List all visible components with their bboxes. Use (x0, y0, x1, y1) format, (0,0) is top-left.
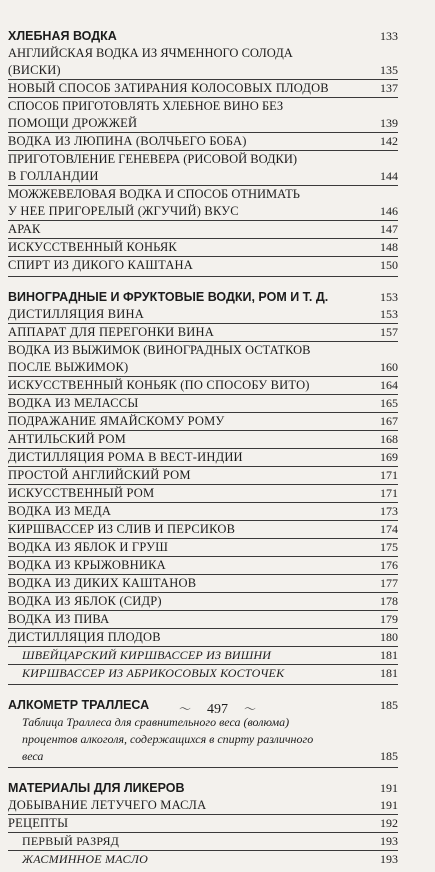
toc-entry (8, 221, 398, 239)
section-heading-page: 133 (380, 29, 398, 43)
toc-entry-page: 135 (380, 63, 398, 77)
toc-entry (8, 629, 398, 647)
toc-entry (8, 815, 398, 833)
toc-entry (8, 151, 398, 186)
right-ornament: 〜 (244, 702, 257, 716)
toc-entry-line: ВОДКА ИЗ МЕЛАССЫ (8, 396, 139, 410)
toc-entry (8, 186, 398, 221)
toc-entry (8, 306, 398, 324)
toc-entry-line: В ГОЛЛАНДИИ (8, 169, 99, 183)
toc-entry-page: 157 (380, 325, 398, 339)
toc-entry-line: (ВИСКИ) (8, 63, 61, 77)
toc-paragraph-line: процентов алкоголя, содержащихся в спирту различного (22, 732, 314, 746)
toc-entry-page: 168 (380, 432, 398, 446)
toc-entry-page: 180 (380, 630, 398, 644)
toc-entry-page: 171 (380, 468, 398, 482)
toc-entry-page: 137 (380, 81, 398, 95)
toc-entry-page: 139 (380, 116, 398, 130)
toc-entry-line: ВОДКА ИЗ ЯБЛОК (СИДР) (8, 594, 162, 608)
toc-entry (8, 557, 398, 575)
toc-entry-line: НОВЫЙ СПОСОБ ЗАТИРАНИЯ КОЛОСОВЫХ ПЛОДОВ (8, 81, 329, 95)
page-number: 497 (207, 702, 228, 717)
toc-entry (8, 239, 398, 257)
toc-subentry-title: КИРШВАССЕР ИЗ АБРИКОСОВЫХ КОСТОЧЕК (22, 666, 285, 680)
toc-entry-page: 174 (380, 522, 398, 536)
toc-subentry-page: 193 (380, 852, 398, 866)
toc-entry-line: АНТИЛЬСКИЙ РОМ (8, 432, 126, 446)
section-heading-title: МАТЕРИАЛЫ ДЛЯ ЛИКЕРОВ (8, 781, 185, 795)
toc-entry (8, 503, 398, 521)
toc-entry-page: 167 (380, 414, 398, 428)
toc-entry-line: ПОСЛЕ ВЫЖИМОК) (8, 360, 129, 374)
toc-entry-page: 192 (380, 816, 398, 830)
toc-entry (8, 377, 398, 395)
toc-entry (8, 342, 398, 377)
toc-entry-page: 176 (380, 558, 398, 572)
toc-entry (8, 467, 398, 485)
toc-entry-line: ИСКУССТВЕННЫЙ РОМ (8, 486, 155, 500)
toc-subentry (8, 851, 398, 868)
toc-entry-page: 179 (380, 612, 398, 626)
toc-paragraph-line: Таблица Траллеса для сравнительного веса (волюма) (22, 715, 290, 729)
toc-entry-line: МОЖЖЕВЕЛОВАЯ ВОДКА И СПОСОБ ОТНИМАТЬ (8, 187, 300, 201)
toc-entry (8, 797, 398, 815)
toc-entry-line: ВОДКА ИЗ ЛЮПИНА (ВОЛЧЬЕГО БОБА) (8, 134, 247, 148)
toc-entry (8, 324, 398, 342)
toc-entry (8, 45, 398, 80)
toc-paragraph-page: 185 (380, 749, 398, 763)
toc-paragraph-entry (8, 714, 398, 765)
toc-entry-page: 147 (380, 222, 398, 236)
toc-entry-line: ДОБЫВАНИЕ ЛЕТУЧЕГО МАСЛА (8, 798, 207, 812)
toc-subentry (8, 647, 398, 665)
toc-entry-page: 153 (380, 307, 398, 321)
section-heading-page: 153 (380, 290, 398, 304)
toc-paragraph-line: веса (22, 749, 44, 763)
toc-entry-page: 191 (380, 798, 398, 812)
toc-section (8, 780, 398, 870)
toc-entry-page: 144 (380, 169, 398, 183)
toc-entry-line: ДИСТИЛЛЯЦИЯ ПЛОДОВ (8, 630, 161, 644)
toc-entry-page: 142 (380, 134, 398, 148)
toc-subentry-title: ШВЕЙЦАРСКИЙ КИРШВАССЕР ИЗ ВИШНИ (22, 648, 272, 662)
toc-entry (8, 521, 398, 539)
toc-entry (8, 98, 398, 133)
table-of-contents (8, 28, 398, 872)
toc-subentry (8, 665, 398, 682)
toc-entry (8, 133, 398, 151)
toc-entry-line: ПРИГОТОВЛЕНИЕ ГЕНЕВЕРА (РИСОВОЙ ВОДКИ) (8, 152, 298, 166)
toc-entry-line: РЕЦЕПТЫ (8, 816, 69, 830)
toc-entry-line: ИСКУССТВЕННЫЙ КОНЬЯК (ПО СПОСОБУ ВИТО) (8, 378, 310, 392)
toc-entry-line: ВОДКА ИЗ КРЫЖОВНИКА (8, 558, 166, 572)
toc-entry-line: ВОДКА ИЗ ПИВА (8, 612, 110, 626)
toc-entry-line: АНГЛИЙСКАЯ ВОДКА ИЗ ЯЧМЕННОГО СОЛОДА (8, 46, 293, 60)
section-heading (8, 28, 398, 45)
page-footer (0, 700, 435, 718)
toc-entry-page: 178 (380, 594, 398, 608)
toc-entry-line: ВОДКА ИЗ ЯБЛОК И ГРУШ (8, 540, 169, 554)
toc-entry (8, 575, 398, 593)
toc-entry-line: АРАК (8, 222, 41, 236)
toc-entry (8, 80, 398, 98)
toc-entry-line: У НЕЕ ПРИГОРЕЛЫЙ (ЖГУЧИЙ) ВКУС (8, 204, 239, 218)
toc-entry (8, 539, 398, 557)
toc-section (8, 28, 398, 277)
toc-entry-line: ВОДКА ИЗ ВЫЖИМОК (ВИНОГРАДНЫХ ОСТАТКОВ (8, 343, 311, 357)
toc-entry-page: 173 (380, 504, 398, 518)
toc-entry-page: 164 (380, 378, 398, 392)
toc-subentry (8, 833, 398, 851)
section-heading-title: ХЛЕБНАЯ ВОДКА (8, 29, 117, 43)
toc-entry-page: 146 (380, 204, 398, 218)
toc-entry (8, 449, 398, 467)
toc-entry-line: ПОМОЩИ ДРОЖЖЕЙ (8, 116, 138, 130)
toc-entry-line: ПРОСТОЙ АНГЛИЙСКИЙ РОМ (8, 468, 191, 482)
toc-entry-page: 148 (380, 240, 398, 254)
toc-entry-line: ДИСТИЛЛЯЦИЯ ВИНА (8, 307, 144, 321)
section-heading-page: 185 (380, 698, 398, 712)
section-heading (8, 289, 398, 306)
toc-entry-page: 175 (380, 540, 398, 554)
toc-entry-line: ИСКУССТВЕННЫЙ КОНЬЯК (8, 240, 177, 254)
toc-entry-line: ДИСТИЛЛЯЦИЯ РОМА В ВЕСТ-ИНДИИ (8, 450, 243, 464)
toc-entry-line: КИРШВАССЕР ИЗ СЛИВ И ПЕРСИКОВ (8, 522, 236, 536)
section-heading-page: 191 (380, 781, 398, 795)
toc-entry (8, 485, 398, 503)
toc-subentry-title: ПЕРВЫЙ РАЗРЯД (22, 834, 120, 848)
toc-entry-page: 150 (380, 258, 398, 272)
toc-entry (8, 593, 398, 611)
toc-entry (8, 611, 398, 629)
left-ornament: 〜 (178, 702, 191, 716)
toc-entry-page: 177 (380, 576, 398, 590)
toc-entry-line: СПОСОБ ПРИГОТОВЛЯТЬ ХЛЕБНОЕ ВИНО БЕЗ (8, 99, 284, 113)
toc-entry-page: 165 (380, 396, 398, 410)
section-heading-title: АЛКОМЕТР ТРАЛЛЕСА (8, 698, 150, 712)
toc-entry (8, 413, 398, 431)
toc-subentry-page: 193 (380, 834, 398, 848)
toc-entry-line: ВОДКА ИЗ МЕДА (8, 504, 112, 518)
toc-entry-page: 160 (380, 360, 398, 374)
toc-subentry-title: ЖАСМИННОЕ МАСЛО (22, 852, 148, 866)
section-heading-title: ВИНОГРАДНЫЕ И ФРУКТОВЫЕ ВОДКИ, РОМ И Т. Д. (8, 290, 329, 304)
toc-entry-page: 171 (380, 486, 398, 500)
toc-entry-page: 169 (380, 450, 398, 464)
toc-entry (8, 395, 398, 413)
toc-entry (8, 257, 398, 274)
toc-subentry-page: 181 (380, 648, 398, 662)
toc-section (8, 289, 398, 685)
toc-entry-line: АППАРАТ ДЛЯ ПЕРЕГОНКИ ВИНА (8, 325, 214, 339)
toc-entry-line: ПОДРАЖАНИЕ ЯМАЙСКОМУ РОМУ (8, 414, 225, 428)
toc-entry-line: ВОДКА ИЗ ДИКИХ КАШТАНОВ (8, 576, 197, 590)
toc-subentry-page: 181 (380, 666, 398, 680)
toc-entry (8, 431, 398, 449)
toc-entry-line: СПИРТ ИЗ ДИКОГО КАШТАНА (8, 258, 194, 272)
section-heading (8, 780, 398, 797)
